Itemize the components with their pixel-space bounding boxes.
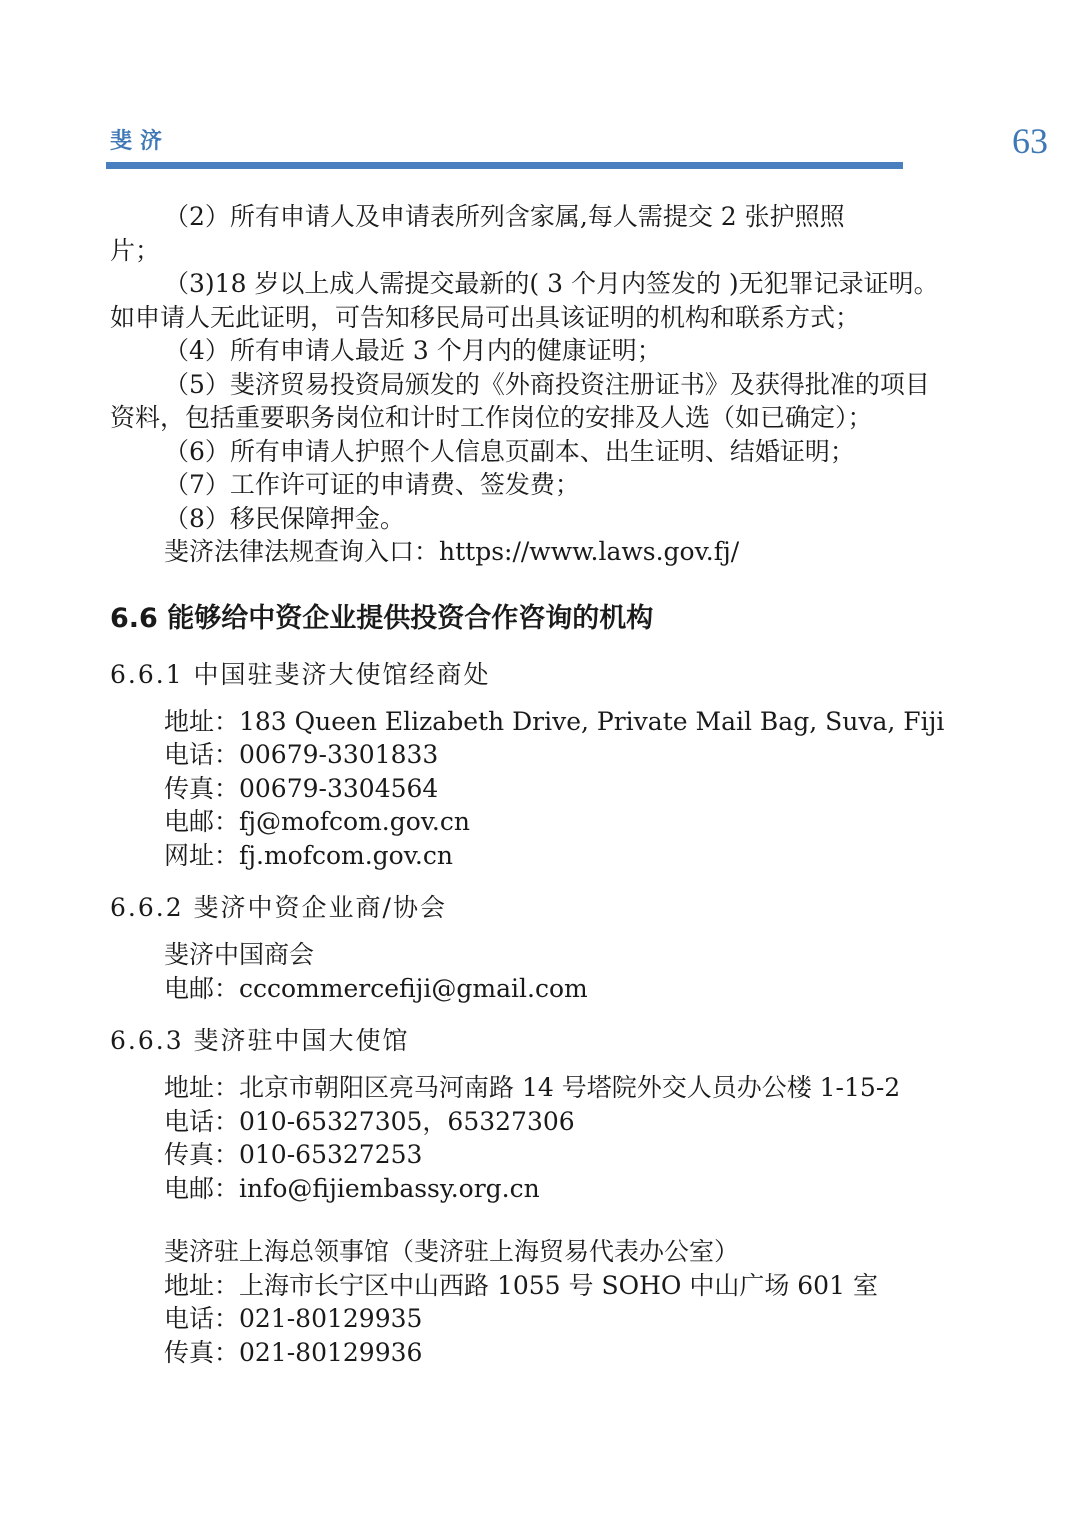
subsection-heading-6-6-3: 6.6.3 斐济驻中国大使馆 [110, 1026, 410, 1055]
section-heading-6-6: 6.6 能够给中资企业提供投资合作咨询的机构 [110, 602, 654, 634]
list-item-2-cont: 片； [110, 235, 161, 265]
consulate-phone: 电话：021-80129935 [164, 1304, 423, 1333]
embassy-address: 地址：183 Queen Elizabeth Drive, Private Mail Bag, Suva, Fiji [164, 706, 945, 736]
consulate-fax: 传真：021-80129936 [164, 1337, 423, 1367]
subsection-heading-6-6-2: 6.6.2 斐济中资企业商/协会 [110, 893, 447, 922]
fiji-embassy-fax: 传真：010-65327253 [164, 1140, 423, 1169]
subsection-heading-6-6-1: 6.6.1 中国驻斐济大使馆经商处 [110, 659, 491, 689]
list-item-5-cont: 资料，包括重要职务岗位和计时工作岗位的安排及人选（如已确定）； [110, 403, 873, 432]
header-divider [106, 162, 903, 169]
list-item-3: （3)18 岁以上成人需提交最新的( 3 个月内签发的 )无犯罪记录证明。 [164, 269, 939, 298]
list-item-5: （5）斐济贸易投资局颁发的《外商投资注册证书》及获得批准的项目 [164, 369, 930, 399]
list-item-4: （4）所有申请人最近 3 个月内的健康证明； [164, 336, 662, 365]
embassy-email[interactable]: 电邮：fj@mofcom.gov.cn [164, 807, 470, 836]
chamber-name: 斐济中国商会 [164, 940, 315, 969]
embassy-website[interactable]: 网址：fj.mofcom.gov.cn [164, 840, 453, 870]
page-number: 63 [1012, 121, 1048, 161]
fiji-embassy-address: 地址：北京市朝阳区亮马河南路 14 号塔院外交人员办公楼 1-15-2 [164, 1073, 901, 1102]
list-item-7: （7）工作许可证的申请费、签发费； [164, 470, 580, 499]
list-item-2: （2）所有申请人及申请表所列含家属,每人需提交 2 张护照照 [164, 202, 845, 231]
embassy-phone: 电话：00679-3301833 [164, 740, 439, 769]
chamber-email[interactable]: 电邮：cccommercefiji@gmail.com [164, 973, 588, 1003]
law-portal-link[interactable]: 斐济法律法规查询入口：https://www.laws.gov.fj/ [164, 537, 740, 566]
embassy-fax: 传真：00679-3304564 [164, 773, 439, 803]
fiji-embassy-phone: 电话：010-65327305，65327306 [164, 1106, 575, 1136]
consulate-name: 斐济驻上海总领事馆（斐济驻上海贸易代表办公室） [164, 1237, 740, 1266]
running-header-title: 斐济 [110, 129, 171, 154]
consulate-address: 地址：上海市长宁区中山西路 1055 号 SOHO 中山广场 601 室 [164, 1270, 878, 1300]
list-item-8: （8）移民保障押金。 [164, 503, 405, 533]
list-item-3-cont: 如申请人无此证明，可告知移民局可出具该证明的机构和联系方式； [110, 302, 861, 332]
list-item-6: （6）所有申请人护照个人信息页副本、出生证明、结婚证明； [164, 436, 855, 466]
spacer [110, 1205, 980, 1235]
fiji-embassy-email[interactable]: 电邮：info@fijiembassy.org.cn [164, 1173, 540, 1203]
page-body [110, 200, 980, 1369]
